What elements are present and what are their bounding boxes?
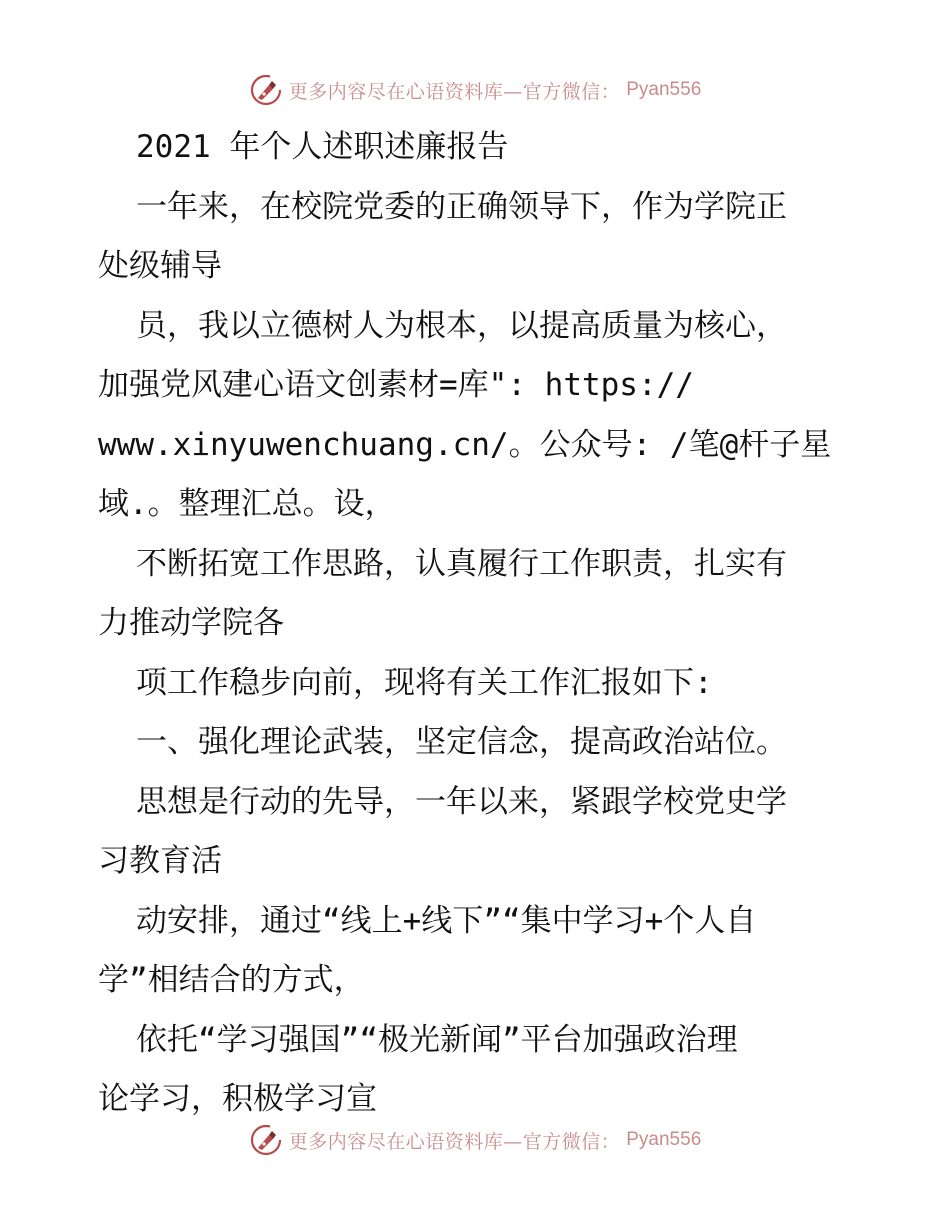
text-line: www.xinyuwenchuang.cn/。公众号: /笔@杆子星 bbox=[98, 426, 832, 463]
text-line: 论学习，积极学习宣 bbox=[98, 1081, 377, 1117]
document-body bbox=[98, 118, 858, 1130]
text-line: 学”相结合的方式， bbox=[98, 962, 365, 998]
text-line: 一年来，在校院党委的正确领导下，作为学院正 bbox=[136, 188, 787, 225]
pen-nib-circle-icon bbox=[249, 1123, 283, 1157]
section-heading: 一、强化理论武装，坚定信念，提高政治站位。 bbox=[136, 724, 787, 760]
banner-text: 更多内容尽在心语资料库—官方微信： bbox=[288, 80, 621, 103]
text-line: 域.。整理汇总。设， bbox=[98, 486, 396, 522]
footer-banner bbox=[0, 1120, 950, 1160]
text-line: 员，我以立德树人为根本，以提高质量为核心， bbox=[136, 307, 787, 344]
banner-account: Pyan556 bbox=[626, 1129, 702, 1150]
pen-nib-circle-icon bbox=[249, 73, 283, 107]
text-line: 思想是行动的先导，一年以来，紧跟学校党史学 bbox=[136, 783, 787, 820]
text-line: 处级辅导 bbox=[98, 248, 222, 284]
text-line: 习教育活 bbox=[98, 843, 222, 879]
text-line: 项工作稳步向前，现将有关工作汇报如下: bbox=[136, 664, 713, 701]
text-line: 加强党风建心语文创素材=库": https:// bbox=[98, 367, 694, 403]
header-banner bbox=[0, 70, 950, 110]
text-line: 依托“学习强国”“极光新闻”平台加强政治理 bbox=[136, 1021, 738, 1058]
text-line: 力推动学院各 bbox=[98, 605, 284, 641]
document-title: 2021 年个人述职述廉报告 bbox=[136, 129, 509, 165]
text-line: 动安排，通过“线上+线下”“集中学习+个人自 bbox=[136, 902, 757, 939]
banner-account: Pyan556 bbox=[626, 79, 702, 100]
text-line: 不断拓宽工作思路，认真履行工作职责，扎实有 bbox=[136, 545, 787, 582]
banner-text: 更多内容尽在心语资料库—官方微信： bbox=[288, 1130, 621, 1153]
